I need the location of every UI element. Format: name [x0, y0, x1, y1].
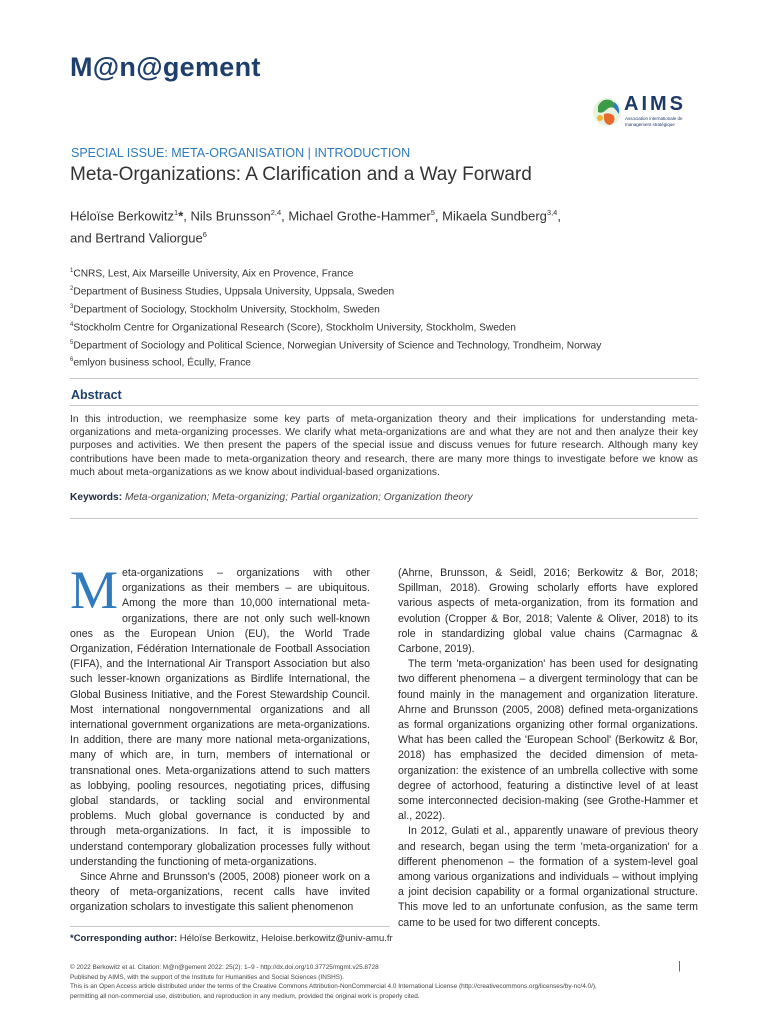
body-paragraph: Meta-organizations – organizations with other organizations as their members – are ubiquitous. Among the more than 10,000 international meta-organizations, there are not only such well-known ones as the European Union (EU), the World Trade Organization, Fédération Internationale de Football Association (FIFA), and the International Air Transport Association but also such lesser-known organizations as Birdlife International, the Global Business Initiative, and the Forest Stewardship Council. Most international nongovernmental organizations and all international government organizations are meta-organizations. In addition, there are many more national meta-organizations, many of which are, in turn, members of international or transnational ones. Meta-organizations attend to such matters as lobbying, pooling resources, negotiating prices, diffusing global standards, or tackling social and environmental problems. Much global governance is conducted by and through meta-organizations. In fact, it is impossible to understand contemporary globalization processes fully without understanding the functioning of meta-organizations.: [70, 560, 370, 868]
author-name[interactable]: Nils Brunsson: [190, 208, 271, 224]
author-name[interactable]: and Bertrand Valiorgue: [70, 230, 203, 246]
keywords: [70, 492, 473, 503]
author-affil-sup: 1: [174, 208, 179, 217]
divider: [70, 405, 698, 406]
affiliation-item: $^2$Department of Business Studies, Uppsala University, Uppsala, Sweden: [70, 285, 395, 298]
drop-cap: M: [70, 560, 119, 620]
affiliation-list: [70, 264, 601, 371]
journal-title: M@n@gement: [70, 52, 261, 82]
corresponding-author: [70, 933, 393, 944]
body-paragraph: Since Ahrne and Brunsson's (2005, 2008) pioneer work on a theory of meta-organizations, recent calls have invited organization scholars to investigate this salient phenomenon: [70, 871, 370, 914]
body-paragraph: (Ahrne, Brunsson, & Seidl, 2016; Berkowitz & Bor, 2018; Spillman, 2018). Growing scholarly efforts have explored various aspects of meta-organization, from its formation and evolution (Cropper & Bor, 2018; Valente & Oliver, 2018) to its role in standardizing global value chains (Carmagnac & Carbone, 2019).: [398, 567, 698, 656]
affiliation-item: $^3$Department of Sociology, Stockholm University, Stockholm, Sweden: [70, 303, 380, 316]
page-footer: [70, 963, 670, 1001]
author-affil-sup: 5: [430, 208, 435, 217]
author-affil-sup: 3,4: [546, 208, 558, 217]
page-mark: |: [678, 960, 681, 972]
affiliation-item: $^1$CNRS, Lest, Aix Marseille University, Aix en Provence, France: [70, 268, 354, 280]
logo-subtitle: Association internationale de management stratégique: [625, 116, 683, 127]
footer-line: Published by AIMS, with the support of the Institute for Humanities and Social Sciences (INSHS).: [70, 973, 344, 981]
logo-text: AIMS: [624, 93, 686, 115]
author-name[interactable]: Michael Grothe-Hammer: [288, 208, 431, 224]
body-column-left: [70, 560, 370, 916]
keywords-list: Meta-organization; Meta-organizing; Partial organization; Organization theory: [124, 492, 473, 503]
corresponding-contact[interactable]: Héloïse Berkowitz, Heloise.berkowitz@univ-amu.fr: [179, 933, 393, 944]
footer-line: © 2022 Berkowitz et al. Citation: M@n@gement 2022: 25(2): 1–9 - http://dx.doi.org/10.37725/mgmt.v25.8728: [70, 964, 379, 971]
author-affil-sup: 2,4: [270, 208, 282, 217]
footnote-divider: [70, 926, 390, 927]
special-issue-label: SPECIAL ISSUE: META-ORGANISATION | INTRODUCTION: [71, 146, 411, 160]
author-name[interactable]: Héloïse Berkowitz: [70, 208, 175, 224]
affiliation-item: $^6$emlyon business school, Écully, France: [70, 357, 251, 369]
corresponding-mark: *: [178, 208, 184, 224]
article-title: Meta-Organizations: A Clarification and a Way Forward: [70, 164, 532, 185]
divider: [70, 378, 698, 379]
author-affil-sup: 6: [202, 230, 207, 240]
body-column-right: [398, 566, 698, 931]
affiliation-item: $^5$Department of Sociology and Political Science, Norwegian University of Science and Technology, Trondheim, Norway: [70, 339, 602, 351]
footer-line: This is an Open Access article distributed under the terms of the Creative Commons Attribution-NonCommercial 4.0 International License (http://creativecommons.org/licenses/by-nc/4.0/),: [70, 983, 597, 991]
body-paragraph: The term 'meta-organization' has been used for designating two different phenomena – a divergent terminology that can be found mainly in the management and organization literature. Ahrne and Brunsson (2005, 2008) defined meta-organizations as formal organizations organizing other formal organizations. What has been called the 'European School' (Berkowitz & Bor, 2018) has emphasized the decided dimension of meta-organization: the existence of an umbrella collective with some degree of actorhood, featuring a distinctive level of at least some interconnected decision-making (see Grothe-Hammer et al., 2022).: [398, 658, 698, 823]
corresponding-label: *Corresponding author:: [70, 933, 178, 944]
abstract-text: In this introduction, we reemphasize some key parts of meta-organization theory and their implications for understanding meta-organizations and meta-organizing processes. We clarify what meta-organizations are and what they are not and then analyze their key purposes and activities. We then present the papers of the special issue and discuss venues for future research. Although many key contributions have been made to meta-organization theory and research, there are many more things to investigate before we know as much about meta-organizations as we know about individual-based organizations.: [70, 414, 698, 478]
keywords-label: Keywords:: [70, 492, 123, 503]
abstract-heading: Abstract: [71, 388, 122, 402]
author-list: Héloïse Berkowitz$^1$*, Nils Brunsson$^{2,4}$, Michael Grothe-Hammer$^5$, Mikaela Sundberg$^{3,4}$, and Bertrand Valiorgue$^6$: [70, 208, 561, 246]
footer-line: permitting all non-commercial use, distribution, and reproduction in any medium, provided the original work is properly cited.: [70, 992, 420, 1000]
author-name[interactable]: Mikaela Sundberg: [442, 208, 547, 224]
body-paragraph: In 2012, Gulati et al., apparently unaware of previous theory and research, began using the term 'meta-organization' for a different phenomenon – the formation of a system-level goal among various organizations and individuals – without implying a joint decision capability or a formal organizational structure. This move led to an unfortunate confusion, as the same term came to be used for two different concepts.: [398, 825, 698, 929]
divider: [70, 518, 698, 519]
affiliation-item: $^4$Stockholm Centre for Organizational Research (Score), Stockholm University, Stockholm, Sweden: [70, 321, 516, 334]
